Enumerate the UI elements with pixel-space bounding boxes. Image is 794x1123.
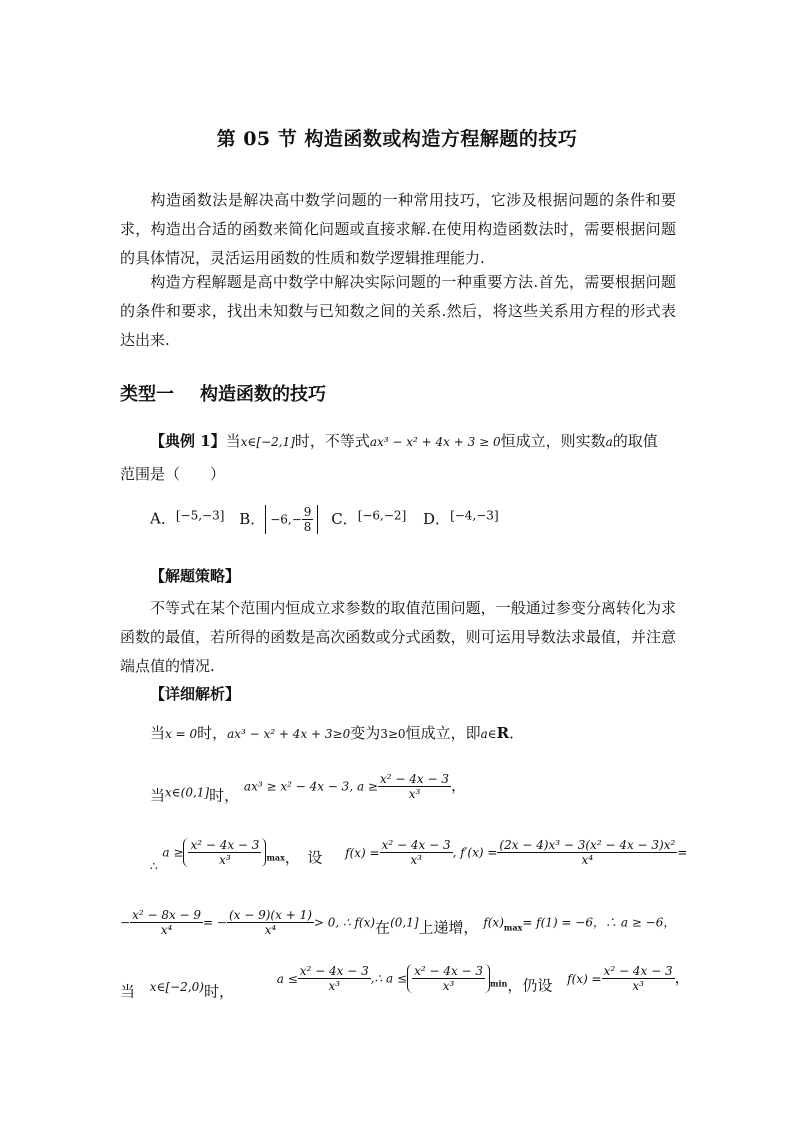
analysis-math: a ≥	[162, 845, 184, 860]
analysis-real-set: R	[496, 724, 510, 742]
option-b-fraction	[302, 505, 314, 534]
analysis-text: 时，	[209, 786, 240, 805]
example-question-line-2: 范围是（ ）	[120, 465, 226, 483]
example-question-line-1	[150, 430, 658, 451]
analysis-math: ax³ ≥ x² − 4x − 3, a ≥	[243, 779, 378, 794]
option-d-label: D．	[423, 509, 451, 528]
option-c-label: C．	[331, 509, 358, 528]
fraction-denominator: x³	[408, 787, 421, 801]
analysis-math: x = 0	[165, 727, 198, 741]
analysis-math: =	[677, 845, 688, 860]
example-text: 时，不等式	[294, 432, 370, 450]
strategy-tag: 【解题策略】	[150, 567, 241, 585]
analysis-text: ，	[450, 776, 466, 795]
option-b	[265, 505, 318, 534]
analysis-math: ,∴ a ≤	[370, 971, 408, 986]
fraction-denominator: x³	[632, 979, 644, 993]
fraction-numerator: x² − 8x − 9	[132, 908, 202, 922]
analysis-line-1	[150, 722, 524, 743]
analysis-math: (0,1]	[390, 915, 419, 930]
analysis-math: = f(1) = −6	[522, 915, 593, 930]
analysis-math: , f′(x) =	[452, 845, 498, 860]
example-tag: 【典例 1】	[150, 432, 226, 450]
example-text: 恒成立，则实数	[500, 432, 606, 450]
analysis-tag: 【详细解析】	[150, 685, 241, 703]
analysis-math: ax³ − x² + 4x + 3≥0	[227, 727, 351, 741]
option-b-left: −6,−	[270, 512, 302, 527]
analysis-text: 当	[120, 982, 136, 1001]
analysis-line-5	[120, 964, 690, 1002]
paren-group	[183, 838, 266, 867]
intro-paragraph-2	[120, 268, 676, 355]
section-label: 类型一	[120, 384, 174, 405]
analysis-math: a∈	[480, 727, 497, 741]
analysis-text: ，	[674, 968, 690, 987]
example-options	[150, 505, 499, 534]
fraction	[130, 908, 203, 937]
option-b-label: B．	[239, 509, 266, 528]
analysis-text: 在	[375, 918, 391, 937]
fraction-numerator: x² − 4x − 3	[414, 964, 484, 978]
analysis-math: a ≤	[276, 971, 298, 986]
page-title: 第 05 节 构造函数或构造方程解题的技巧	[216, 128, 578, 150]
analysis-math: f(x)	[483, 915, 504, 930]
fraction	[497, 838, 677, 867]
example-text: 的取值	[612, 432, 658, 450]
fraction	[227, 908, 314, 937]
fraction-denominator: x³	[219, 853, 231, 867]
fraction-denominator: x³	[328, 979, 341, 993]
fraction-denominator: x⁴	[264, 923, 277, 937]
fraction-numerator: x² − 4x − 3	[299, 964, 369, 978]
fraction-denominator: x⁴	[581, 853, 594, 867]
analysis-math: 3≥0	[380, 727, 406, 741]
option-b-den: 8	[303, 520, 312, 534]
analysis-math: = −	[203, 915, 227, 930]
analysis-math: f(x) =	[345, 845, 380, 860]
analysis-line-4	[120, 908, 675, 938]
fraction	[380, 838, 453, 867]
fraction-denominator: x³	[442, 979, 455, 993]
option-c: [−6,−2]	[357, 508, 407, 523]
fraction-numerator: x² − 4x − 3	[379, 772, 449, 786]
section-name: 构造函数的技巧	[200, 384, 326, 405]
paren-group	[407, 964, 490, 993]
analysis-text: ，仍设	[507, 976, 553, 995]
analysis-text: ．	[509, 724, 525, 742]
analysis-math: −	[120, 915, 131, 930]
subscript-max: max	[503, 922, 523, 933]
analysis-math: ，∴ a ≥ −6，	[593, 915, 676, 930]
example-text: 当	[225, 432, 241, 450]
analysis-text: 上递增，	[418, 918, 479, 937]
strategy-text: 不等式在某个范围内恒成立求参数的取值范围问题，一般通过参变分离转化为求函数的最值，若所得的函数是高次函数或分式函数，则可运用导数法求最值，并注意端点值的情况.	[120, 599, 676, 675]
analysis-math: f(x) =	[567, 971, 602, 986]
option-d: [−4,−3]	[450, 508, 499, 523]
intro-text-2: 构造方程解题是高中数学中解决实际问题的一种重要方法.首先，需要根据问题的条件和要求，找出未知数与已知数之间的关系.然后，将这些关系用方程的形式表达出来.	[120, 273, 676, 349]
option-b-num: 9	[303, 505, 312, 519]
example-condition: x∈[−2,1]	[240, 435, 295, 449]
analysis-text: 变为	[350, 724, 381, 742]
fraction	[188, 838, 261, 867]
intro-paragraph-1	[120, 186, 676, 273]
section-heading	[120, 380, 352, 406]
analysis-math: > 0, ∴ f(x)	[313, 915, 376, 930]
fraction-numerator: x² − 4x − 3	[190, 838, 260, 852]
analysis-text: ， 设	[284, 848, 323, 867]
fraction-numerator: (2x − 4)x³ − 3(x² − 4x − 3)x²	[499, 838, 676, 852]
example-inequality: ax³ − x² + 4x + 3 ≥ 0	[369, 435, 501, 449]
fraction-numerator: x² − 4x − 3	[603, 964, 673, 978]
analysis-line-3	[150, 838, 687, 874]
option-a: [−5,−3]	[175, 508, 225, 523]
intro-text-1: 构造函数法是解决高中数学问题的一种常用技巧，它涉及根据问题的条件和要求，构造出合适的函数来简化问题或直接求解.在使用构造函数法时，需要根据问题的具体情况，灵活运用函数的性质和数学逻辑推理能力.	[120, 191, 676, 267]
fraction-denominator: x⁴	[160, 923, 173, 937]
fraction	[602, 964, 675, 993]
analysis-text: 时，	[203, 982, 234, 1001]
analysis-math: x∈(0,1]	[165, 785, 210, 800]
option-a-label: A．	[150, 509, 176, 528]
analysis-math: x∈[−2,0)	[149, 979, 204, 994]
example-variable: a	[605, 435, 613, 449]
fraction	[378, 772, 451, 801]
analysis-text: 当	[150, 786, 166, 805]
fraction	[412, 964, 485, 993]
subscript-min: min	[490, 978, 508, 989]
subscript-max: max	[266, 852, 285, 863]
analysis-math: ∴	[150, 859, 158, 874]
fraction-numerator: x² − 4x − 3	[381, 838, 451, 852]
analysis-text: 时，	[197, 724, 228, 742]
analysis-text: 恒成立，即	[405, 724, 481, 742]
strategy-paragraph	[120, 594, 676, 681]
fraction-numerator: (x − 9)(x + 1)	[228, 908, 312, 922]
analysis-text: 当	[150, 724, 166, 742]
fraction-denominator: x³	[410, 853, 422, 867]
fraction	[298, 964, 371, 993]
analysis-line-2	[150, 772, 466, 806]
